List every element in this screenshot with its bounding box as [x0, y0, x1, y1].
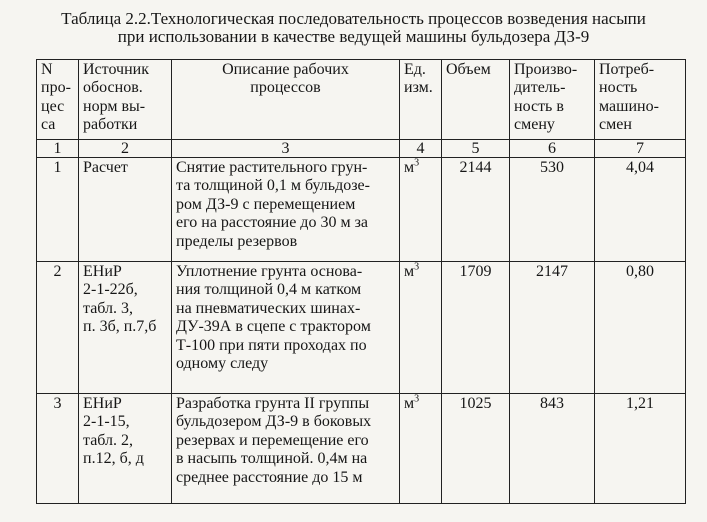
cell-volume: 2144 [442, 158, 510, 262]
cell-unit: $м^3$ [400, 262, 442, 394]
header-source: Источник обоснов. норм вы- работки [79, 60, 172, 140]
column-number: 4 [400, 140, 442, 158]
caption-line-2: при использовании в качестве ведущей машины бульдозера ДЗ-9 [117, 27, 590, 46]
cell-description: Уплотнение грунта основа- ния толщиной 0,4 м катком на пневматических шинах- ДУ-39А в сцепе с трактором Т-100 при пяти проходах по одному следу [172, 262, 400, 394]
caption-line-1: Таблица 2.2.Технологическая последовательность процессов возведения насыпи [61, 9, 646, 28]
table-row [37, 158, 686, 262]
cell-volume: 1709 [442, 262, 510, 394]
table-row [37, 262, 686, 394]
cell-productivity: 2147 [510, 262, 595, 394]
cell-source: ЕНиР 2-1-15, табл. 2, п.12, б, д [79, 394, 172, 504]
column-number: 5 [442, 140, 510, 158]
table-caption [0, 10, 707, 46]
header-need: Потреб- ность машино- смен [595, 60, 686, 140]
cell-volume: 1025 [442, 394, 510, 504]
header-unit: Ед. изм. [400, 60, 442, 140]
cell-process-number: 1 [37, 158, 79, 262]
column-number: 1 [37, 140, 79, 158]
column-number: 7 [595, 140, 686, 158]
column-number-row [37, 140, 686, 158]
cell-productivity: 843 [510, 394, 595, 504]
cell-process-number: 2 [37, 262, 79, 394]
cell-unit: $м^3$ [400, 158, 442, 262]
column-number: 2 [79, 140, 172, 158]
header-description: Описание рабочих процессов [172, 60, 400, 140]
cell-need: 1,21 [595, 394, 686, 504]
cell-need: 4,04 [595, 158, 686, 262]
header-num: N про- цес са [37, 60, 79, 140]
cell-productivity: 530 [510, 158, 595, 262]
cell-unit: $м^3$ [400, 394, 442, 504]
table-row [37, 394, 686, 504]
cell-description: Снятие растительного грун- та толщиной 0,1 м бульдозе- ром ДЗ-9 с перемещением его на расстояние до 30 м за пределы резервов [172, 158, 400, 262]
header-productivity: Произво- дитель- ность в смену [510, 60, 595, 140]
cell-source: Расчет [79, 158, 172, 262]
cell-source: ЕНиР 2-1-22б, табл. 3, п. 3б, п.7,б [79, 262, 172, 394]
column-number: 3 [172, 140, 400, 158]
cell-process-number: 3 [37, 394, 79, 504]
header-row [37, 60, 686, 140]
column-number: 6 [510, 140, 595, 158]
cell-need: 0,80 [595, 262, 686, 394]
header-volume: Объем [442, 60, 510, 140]
process-table [36, 59, 686, 504]
cell-description: Разработка грунта II группы бульдозером ДЗ-9 в боковых резервах и перемещение его в насыпь толщиной. 0,4м на среднее расстояние до 15 м [172, 394, 400, 504]
